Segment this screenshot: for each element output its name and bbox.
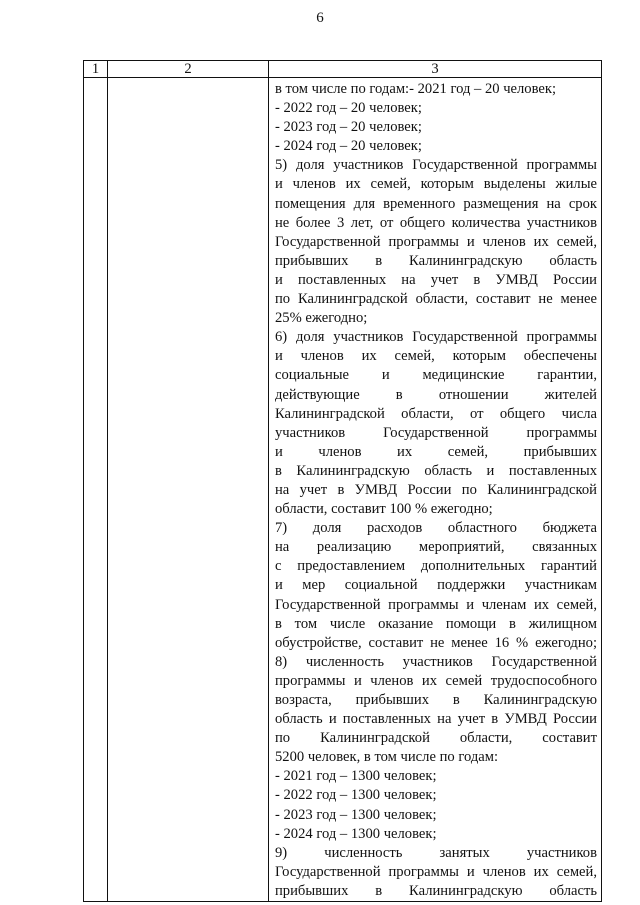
text-line: и членов их семей, прибывших: [275, 443, 597, 460]
text-line: обустройстве, составит не менее 16 % ежегодно;: [275, 634, 597, 651]
text-line: - 2024 год – 1300 человек;: [275, 825, 437, 842]
text-line: Государственной программы и членам их семей,: [275, 596, 597, 613]
text-line: по Калининградской области, составит: [275, 730, 597, 747]
column-2-cell: [108, 78, 269, 902]
text-line: с предоставлением дополнительных гарантий: [275, 558, 597, 575]
text-line: в Калининградскую область и поставленных: [275, 462, 597, 479]
text-line: - 2022 год – 1300 человек;: [275, 787, 437, 804]
text-line: - 2021 год – 1300 человек;: [275, 768, 437, 785]
column-3-text: [269, 78, 601, 901]
text-line: прибывших в Калининградскую область: [275, 252, 597, 269]
text-line: программы и членов их семей трудоспособного: [275, 672, 597, 689]
text-line: - 2022 год – 20 человек;: [275, 100, 422, 117]
text-line: 7) доля расходов областного бюджета: [275, 520, 597, 537]
column-header-2: 2: [108, 61, 269, 78]
text-line: участников Государственной программы: [275, 424, 597, 441]
text-line: и поставленных на учет в УМВД России: [275, 271, 597, 288]
text-line: помещения для временного размещения на срок: [275, 195, 597, 212]
text-line: Калининградской области, от общего числа: [275, 405, 597, 422]
column-3-cell: [269, 78, 602, 902]
text-line: действующие в отношении жителей: [275, 386, 597, 403]
text-line: - 2023 год – 20 человек;: [275, 119, 422, 136]
text-line: область и поставленных на учет в УМВД России: [275, 711, 597, 728]
text-line: 5200 человек, в том числе по годам:: [275, 749, 499, 766]
text-line: прибывших в Калининградскую область: [275, 882, 597, 899]
text-line: - 2024 год – 20 человек;: [275, 138, 422, 155]
text-line: возраста, прибывших в Калининградскую: [275, 692, 597, 708]
text-line: в том числе по годам:- 2021 год – 20 человек;: [275, 81, 557, 97]
text-line: 5) доля участников Государственной программы: [275, 157, 597, 174]
text-line: Государственной программы и членов их семей,: [275, 233, 597, 250]
text-line: в том числе оказание помощи в жилищном: [275, 615, 597, 632]
text-line: 6) доля участников Государственной программы: [275, 329, 597, 346]
text-line: по Калининградской области, составит не менее: [275, 291, 597, 308]
document-table: [83, 60, 602, 902]
table-header-row: [84, 61, 602, 78]
table-body-row: [84, 78, 602, 902]
column-header-3: 3: [269, 61, 602, 78]
text-line: и членов их семей, которым выделены жилые: [275, 176, 597, 193]
column-header-1: 1: [84, 61, 108, 78]
text-line: и мер социальной поддержки участникам: [275, 577, 597, 594]
text-line: на учет в УМВД России по Калининградской: [275, 481, 597, 498]
text-line: - 2023 год – 1300 человек;: [275, 806, 437, 823]
text-line: 25% ежегодно;: [275, 310, 368, 327]
text-line: и членов их семей, которым обеспечены: [275, 348, 597, 365]
page-number: 6: [316, 10, 324, 26]
text-line: Государственной программы и членов их семей,: [275, 863, 597, 880]
text-line: 9) численность занятых участников: [275, 844, 597, 861]
column-1-cell: [84, 78, 108, 902]
text-line: 8) численность участников Государственной: [275, 653, 597, 670]
text-line: не более 3 лет, от общего количества участников: [275, 214, 597, 231]
text-line: социальные и медицинские гарантии,: [275, 367, 597, 384]
text-line: на реализацию мероприятий, связанных: [275, 539, 597, 556]
text-line: области, составит 100 % ежегодно;: [275, 501, 493, 518]
